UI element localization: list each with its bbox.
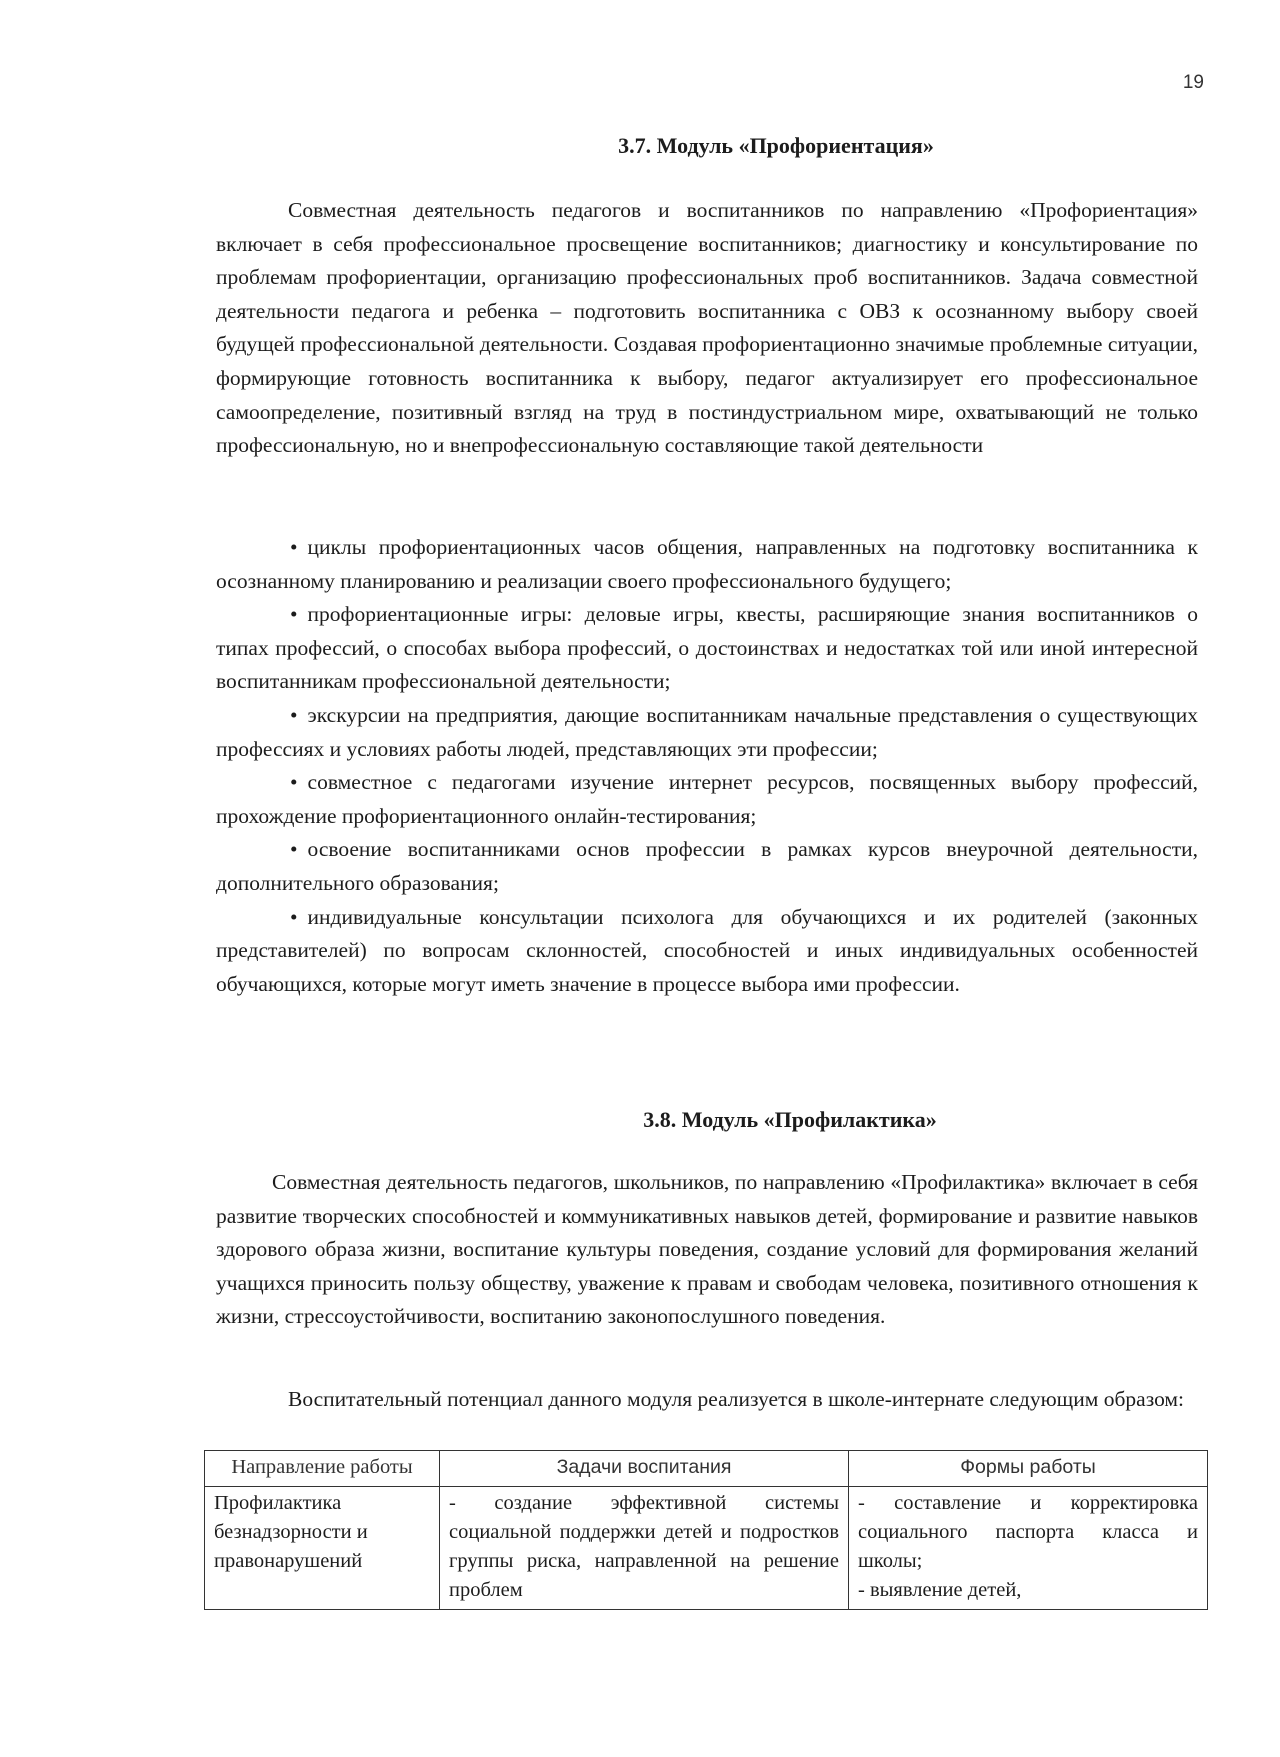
list-item [216,766,1198,833]
list-item [216,531,1198,598]
bullet-icon: • [290,535,298,559]
cell-forms [849,1487,1208,1610]
bullet-icon: • [290,702,298,727]
list-item-text: совместное с педагогами изучение интернет ресурсов, посвященных выбору профессий, прохождение профориентационного онлайн-тестирования; [216,770,1198,828]
list-item-text: освоение воспитанниками основ профессии в рамках курсов внеурочной деятельности, дополнительного образования; [216,837,1198,895]
list-item-text: профориентационные игры: деловые игры, квесты, расширяющие знания воспитанников о типах профессий, о способах выбора профессий, о достоинствах и недостатках той или иной интересной воспитанникам профессиональной деятельности; [216,602,1198,694]
proforientation-bullet-list [216,531,1198,1001]
list-item-text: индивидуальные консультации психолога для обучающихся и их родителей (законных представителей) по вопросам склонностей, способностей и иных индивидуальных особенностей обучающихся, которые могут иметь значение в процессе выбора ими профессии. [216,904,1198,996]
column-header-tasks: Задачи воспитания [440,1451,849,1487]
section-3-8-title: 3.8. Модуль «Профилактика» [643,1107,937,1132]
module-potential-text: Воспитательный потенциал данного модуля реализуется в школе-интернате следующим образом: [288,1387,1184,1411]
page-number: 19 [1182,72,1204,93]
prevention-table [204,1450,1208,1610]
bullet-icon: • [290,837,298,862]
form-item: - выявление детей, [858,1579,1022,1601]
table-row [205,1487,1208,1610]
column-header-direction: Направление работы [205,1451,440,1487]
list-item [216,699,1198,766]
list-item-text: экскурсии на предприятия, дающие воспитанникам начальные представления о существующих профессиях и условиях работы людей, представляющих эти профессии; [216,702,1198,761]
cell-tasks: - создание эффективной системы социальной поддержки детей и подростков группы риска, направленной на решение проблем [440,1487,849,1610]
bullet-icon: • [290,904,298,929]
list-item [216,901,1198,1002]
list-item-text: циклы профориентационных часов общения, направленных на подготовку воспитанника к осознанному планированию и реализации своего профессионального будущего; [216,535,1198,593]
bullet-icon: • [290,602,298,627]
column-header-forms: Формы работы [849,1451,1208,1487]
form-item: - составление и корректировка социального паспорта класса и школы; [858,1492,1198,1572]
section-3-7-title: 3.7. Модуль «Профориентация» [618,133,934,158]
bullet-icon: • [290,770,298,795]
section-3-7-intro: Совместная деятельность педагогов и воспитанников по направлению «Профориентация» включает в себя профессиональное просвещение воспитанников; диагностику и консультирование по проблемам профориентации, организацию профессиональных проб воспитанников. Задача совместной деятельности педагога и ребенка – подготовить воспитанника с ОВЗ к осознанному выбору своей будущей профессиональной деятельности. Создавая профориентационно значимые проблемные ситуации, формирующие готовность воспитанника к выбору, педагог актуализирует его профессиональное самоопределение, позитивный взгляд на труд в постиндустриальном мире, охватывающий не только профессиональную, но и внепрофессиональную составляющие такой деятельности [216,198,1198,458]
table-header-row [205,1451,1208,1487]
list-item [216,833,1198,900]
list-item [216,598,1198,699]
cell-direction: Профилактика безнадзорности и правонарушений [205,1487,440,1610]
section-3-8-intro: Совместная деятельность педагогов, школьников, по направлению «Профилактика» включает в себя развитие творческих способностей и коммуникативных навыков детей, формирование и развитие навыков здорового образа жизни, воспитание культуры поведения, создание условий для формирования желаний учащихся приносить пользу обществу, уважение к правам и свободам человека, позитивного отношения к жизни, стрессоустойчивости, воспитанию законопослушного поведения. [216,1170,1198,1329]
